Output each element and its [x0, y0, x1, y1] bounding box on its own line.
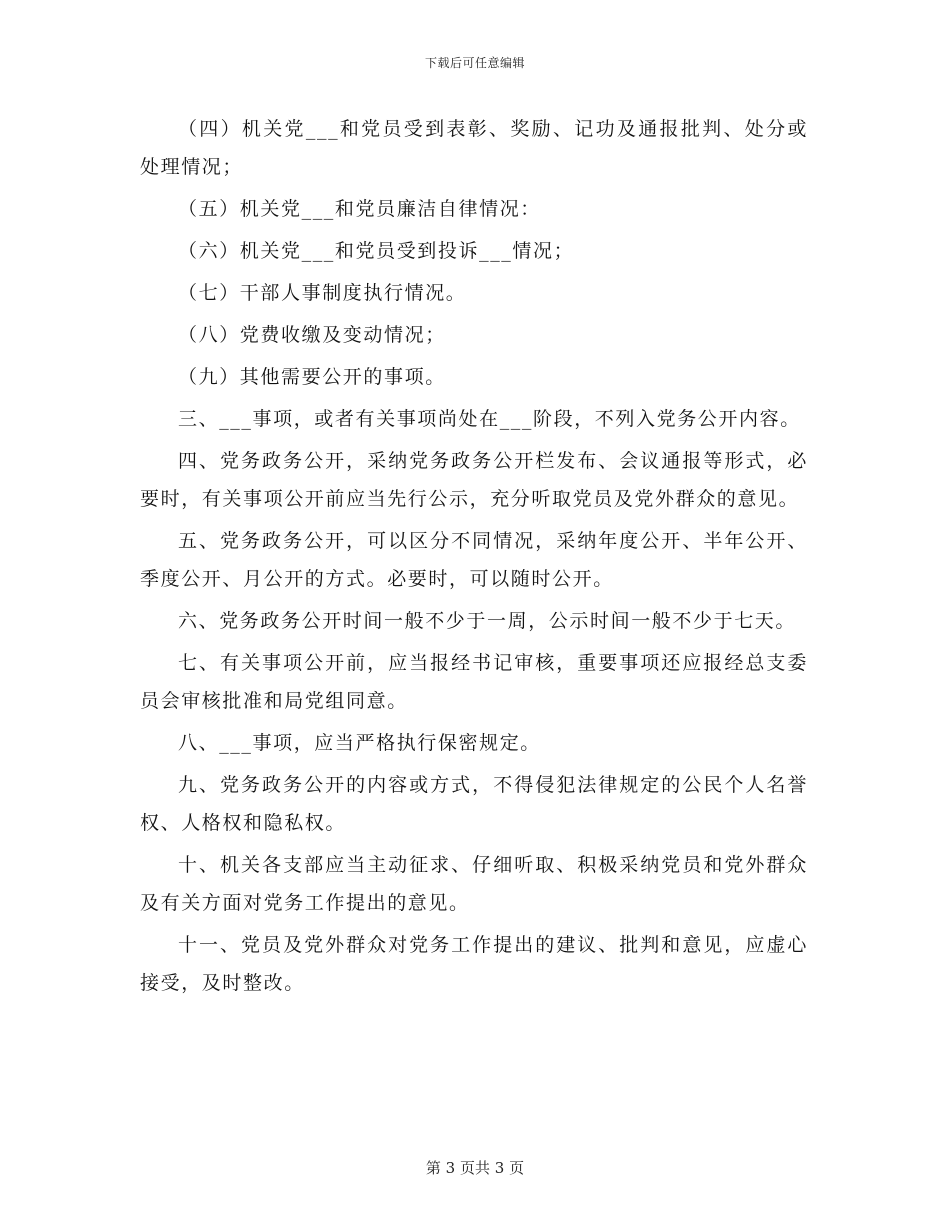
paragraph: 十一、党员及党外群众对党务工作提出的建议、批判和意见，应虚心接受，及时整改。 [140, 934, 808, 994]
paragraph: 三、___事项，或者有关事项尚处在___阶段，不列入党务公开内容。 [178, 408, 801, 430]
page-number: 第 3 页共 3 页 [425, 1159, 525, 1177]
paragraph: （九）其他需要公开的事项。 [178, 366, 446, 388]
paragraph: 七、有关事项公开前，应当报经书记审核，重要事项还应报经总支委员会审核批准和局党组同意。 [140, 652, 808, 712]
paragraph: 五、党务政务公开，可以区分不同情况，采纳年度公开、半年公开、季度公开、月公开的方式。必要时，可以随时公开。 [140, 530, 808, 590]
document-body [140, 110, 808, 1006]
paragraph: 四、党务政务公开，采纳党务政务公开栏发布、会议通报等形式，必要时，有关事项公开前应当先行公示，充分听取党员及党外群众的意见。 [140, 450, 808, 510]
paragraph: （七）干部人事制度执行情况。 [178, 282, 467, 304]
paragraph: （五）机关党___和党员廉洁自律情况： [178, 198, 541, 220]
paragraph: （八）党费收缴及变动情况； [178, 324, 446, 346]
page-header: 下载后可任意编辑 [424, 56, 525, 70]
paragraph: 六、党务政务公开时间一般不少于一周，公示时间一般不少于七天。 [178, 610, 797, 632]
paragraph: （六）机关党___和党员受到投诉___情况； [178, 240, 575, 262]
paragraph: 十、机关各支部应当主动征求、仔细听取、积极采纳党员和党外群众及有关方面对党务工作提出的意见。 [140, 854, 808, 914]
paragraph: 九、党务政务公开的内容或方式，不得侵犯法律规定的公民个人名誉权、人格权和隐私权。 [140, 774, 808, 834]
paragraph: （四）机关党___和党员受到表彰、奖励、记功及通报批判、处分或处理情况； [140, 118, 808, 178]
paragraph: 八、___事项，应当严格执行保密规定。 [178, 732, 541, 754]
